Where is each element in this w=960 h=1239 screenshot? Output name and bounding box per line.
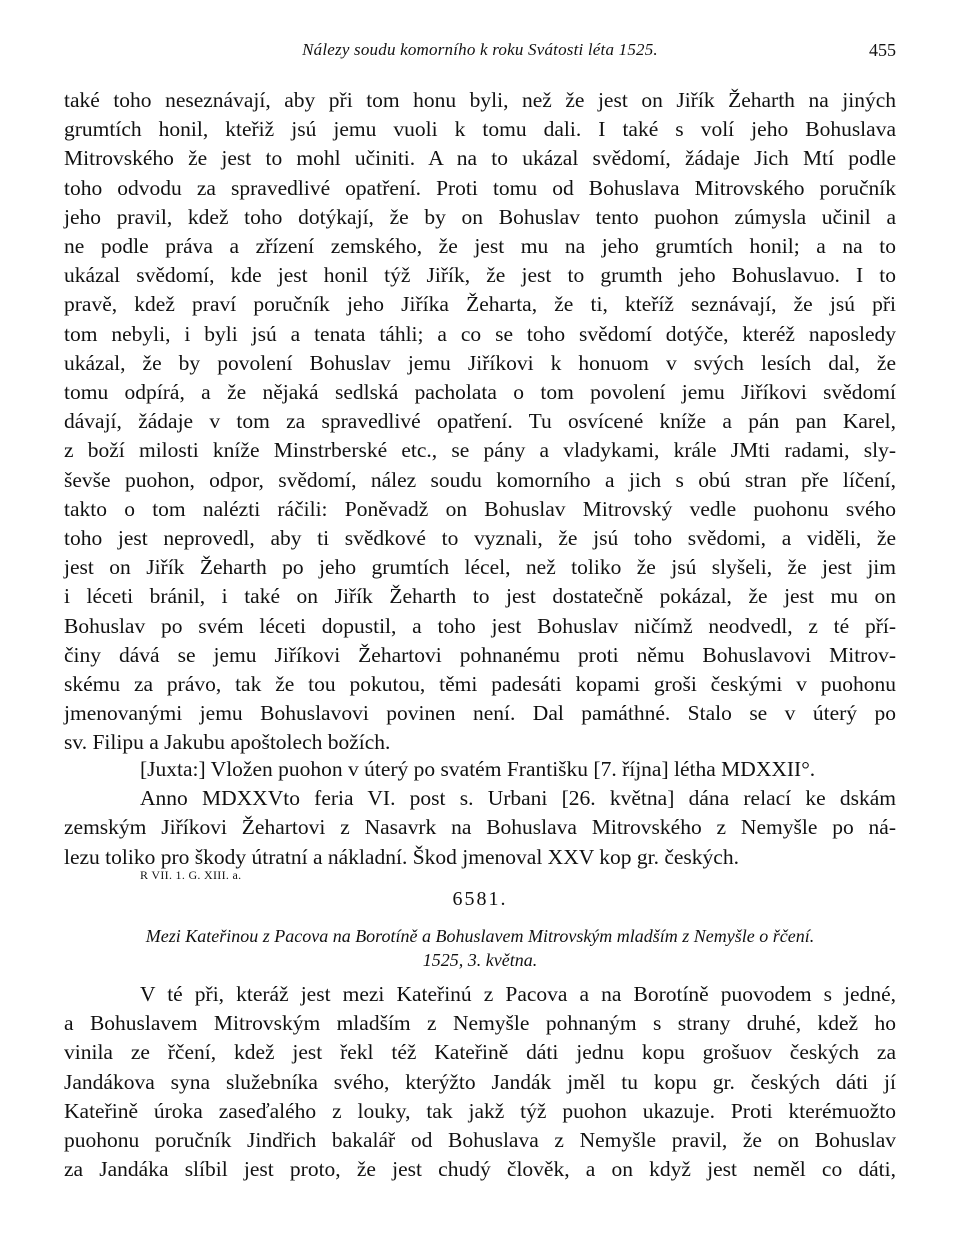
text-line: i léceti bránil, i také on Jiřík Žeharth to jest dostatečně pokázal, že jest mu on — [64, 584, 896, 609]
text-line: Kateřině úroka zaseďalého z louky, tak jakž týž puohon ukazuje. Proti kterémuožto — [64, 1098, 896, 1123]
text-line: V té při, kteráž jest mezi Kateřinú z Pacova a na Borotíně puovodem s jedné, — [140, 982, 896, 1006]
paragraph-verdict — [64, 86, 896, 758]
text-line: tomu odpírá, a že nějaká sedlská pacholata o tom povolení jemu Jiříkovi svědomí — [64, 380, 896, 405]
entry-title-line: Mezi Kateřinou z Pacova na Borotíně a Bohuslavem Mitrovským mladším z Nemyšle o řčení. — [145, 926, 815, 946]
text-line: [Juxta:] Vložen puohon v úterý po svatém Františku [7. října] létha MDXXII°. — [140, 757, 816, 781]
text-line: ne podle práva a zřízení zemského, že jest mu na jeho grumtích honil; a na to — [64, 234, 896, 259]
text-line: grumtích honil, kteřiž jsú jemu vuoli k tomu dali. I také s volí jeho Bohuslava — [64, 117, 896, 142]
text-line: toho odvodu za spravedlivé opatření. Proti tomu od Bohuslava Mitrovského poručník — [64, 175, 896, 200]
page-header — [64, 40, 896, 68]
text-line: vinila ze řčení, kdež jest řekl též Kateřině dáti jednu kopu grošuov českých za — [64, 1040, 896, 1065]
page-number: 455 — [869, 40, 896, 60]
entry-date-line: 1525, 3. května. — [422, 950, 538, 970]
text-line: jest on Jiřík Žeharth po jeho grumtích lécel, než toliko že jsú slyšeli, že jest jim — [64, 555, 896, 580]
text-line: z boží milosti kníže Minstrberské etc., se pány a vladykami, krále JMti radami, sly- — [64, 438, 896, 463]
text-line: dávají, žádaje v tom za spravedlivé opatření. Tu osvícené kníže a pán pan Karel, — [64, 409, 896, 434]
text-line: jmenovanými jemu Bohuslavovi povinen není. Dal památhné. Stalo se v úterý po — [64, 701, 896, 726]
text-line: Jandákova syna služebníka svého, kterýžto Jandák jměl tu kopu gr. českých dáti jí — [64, 1069, 896, 1094]
text-line: ukázal svědomí, kde jest honil týž Jiřík, že jest to grumth jeho Bohuslavuo. I to — [64, 263, 896, 288]
archive-signature: R VII. 1. G. XIII. a. — [140, 868, 242, 882]
text-line: toho jest neprovedl, aby ti svědkové to vyznali, že jsú toho svědomi, a viděli, že — [64, 526, 896, 551]
text-line: zemským Jiříkovi Žehartovi z Nasavrk na Bohuslava Mitrovského z Nemyšle po ná- — [64, 815, 896, 840]
text-line: činy dává se jemu Jiříkovi Žehartovi pohnanému proti němu Bohuslavovi Mitrov- — [64, 642, 896, 667]
text-line: sv. Filipu a Jakubu apoštolech božích. — [64, 730, 391, 755]
text-line: ukázal, že by povolení Bohuslav jemu Jiříkovi k honuom v svých lesích dal, že — [64, 350, 896, 375]
text-line: Anno MDXXVto feria VI. post s. Urbani [26. května] dána relací ke dskám — [140, 786, 896, 811]
text-line: jeho pravil, kdež toho dotýkají, že by on Bohuslav tento puohon zúmysla učinil a — [64, 204, 896, 229]
text-line: pravě, kdež praví poručník jeho Jiříka Žeharta, že ti, kteříž seznávají, že jsú při — [64, 292, 896, 317]
entry-number: 6581. — [452, 888, 508, 910]
text-line: lezu toliko pro škody útratní a nákladní. Škod jmenoval XXV kop gr. českých. — [64, 844, 739, 869]
text-line: a Bohuslavem Mitrovským mladším z Nemyšle pohnaným s strany druhé, kdež ho — [64, 1011, 896, 1036]
text-line: ševše puohon, odpor, svědomí, nález soudu komorního a jich s obú stran pře líčení, — [64, 467, 896, 492]
paragraph-juxta — [64, 755, 896, 872]
paragraph-case — [64, 980, 896, 1184]
text-line: za Jandáka slíbil jest proto, že jest chudý člověk, a on když jest neměl co dáti, — [64, 1157, 896, 1182]
text-line: tom nebyli, i byli jsú a tenata táhli; a co se toho svědomí dotýče, kteréž naposledy — [64, 321, 896, 346]
text-line: takto o tom nalézti ráčili: Poněvadž on Bohuslav Mitrovský vedle puohonu svého — [64, 496, 896, 521]
text-line: puohonu poručník Jindřich bakalář od Bohuslava z Nemyšle pravil, že on Bohuslav — [64, 1128, 896, 1153]
text-line: Mitrovského že jest to mohl učiniti. A na to ukázal svědomí, žádaje Jich Mtí podle — [64, 146, 896, 171]
text-line: také toho neseznávají, aby při tom honu byli, než že jest on Jiřík Žeharth na jiných — [64, 88, 896, 112]
entry-title — [64, 924, 896, 972]
text-line: Bohuslav po svém léceti dopustil, a toho jest Bohuslav ničímž neodvedl, z té pří- — [64, 613, 896, 638]
running-title: Nálezy soudu komorního k roku Svátosti léta 1525. — [302, 40, 658, 59]
text-line: skému za právo, tak že tou pokutou, těmi padesáti kopami groši českými v puohonu — [64, 672, 896, 697]
